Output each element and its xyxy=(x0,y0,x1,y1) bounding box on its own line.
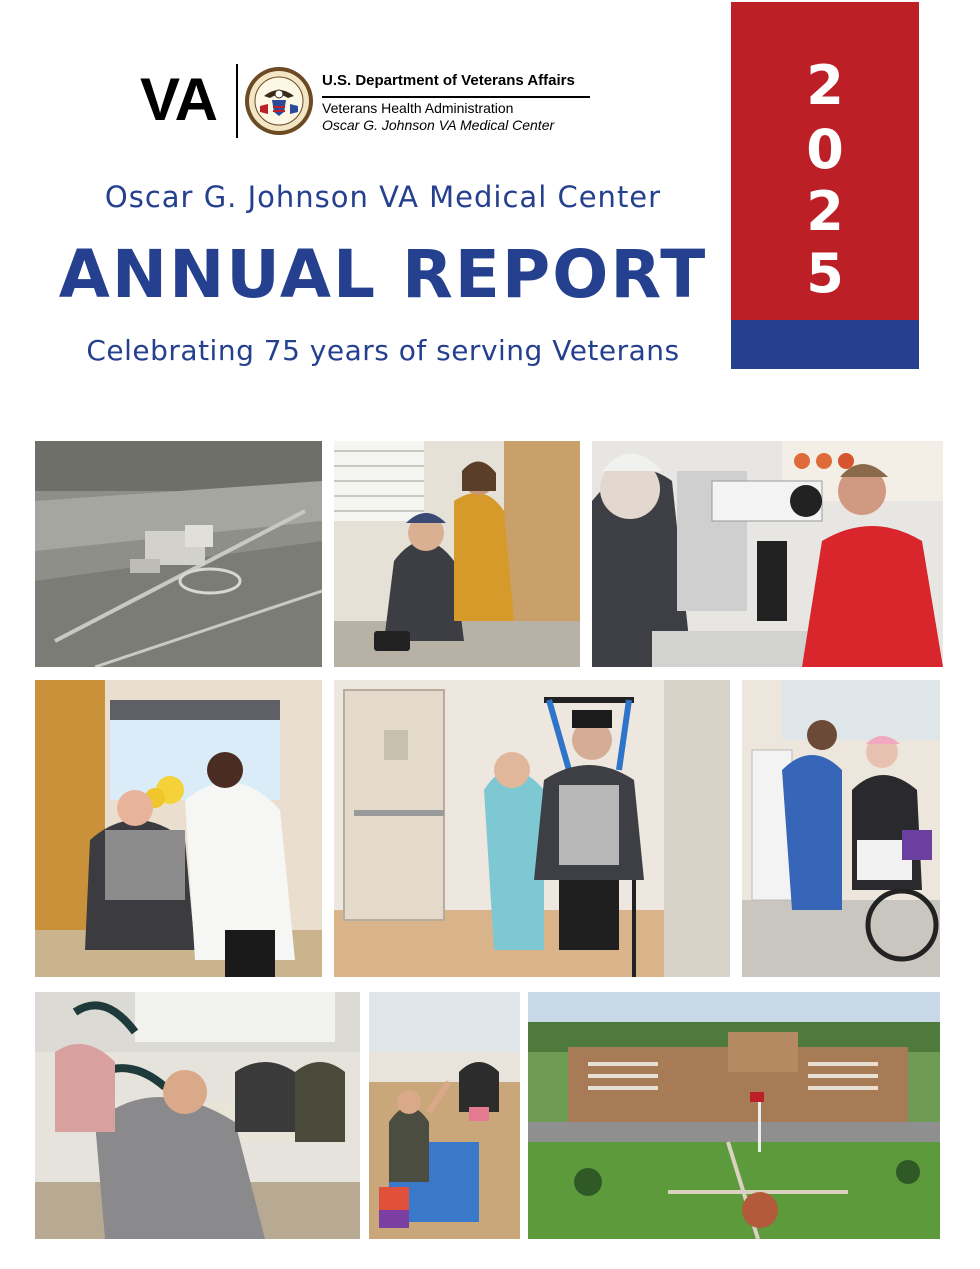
va-wordmark: VA xyxy=(140,66,217,133)
eye-exam-photo xyxy=(592,441,943,667)
yoga-stretching-photo xyxy=(369,992,520,1239)
report-tagline: Celebrating 75 years of serving Veterans xyxy=(86,334,680,367)
administration-name: Veterans Health Administration xyxy=(322,100,514,116)
year-digit: 5 xyxy=(806,242,844,305)
veteran-hearing-exam-photo xyxy=(334,441,580,667)
report-subtitle: Oscar G. Johnson VA Medical Center xyxy=(104,180,662,214)
report-title: ANNUAL REPORT xyxy=(58,236,708,313)
wheelchair-veteran-care-photo xyxy=(742,680,940,977)
year-banner-blue xyxy=(731,320,919,369)
year-digit: 2 xyxy=(806,54,844,117)
year-digit: 2 xyxy=(806,180,844,243)
logo-divider xyxy=(236,64,238,138)
department-rule xyxy=(322,96,590,98)
medical-center-aerial-photo xyxy=(528,992,940,1239)
center-name-logo: Oscar G. Johnson VA Medical Center xyxy=(322,117,555,133)
va-seal-icon xyxy=(244,66,314,136)
year-digit: 0 xyxy=(806,118,844,181)
aerial-historic-photo xyxy=(35,441,322,667)
va-logo-lockup xyxy=(140,62,600,142)
year-banner xyxy=(731,2,919,369)
group-exercise-class-photo xyxy=(35,992,360,1239)
mobility-harness-therapy-photo xyxy=(334,680,730,977)
department-name: U.S. Department of Veterans Affairs xyxy=(322,72,575,89)
stethoscope-exam-photo xyxy=(35,680,322,977)
